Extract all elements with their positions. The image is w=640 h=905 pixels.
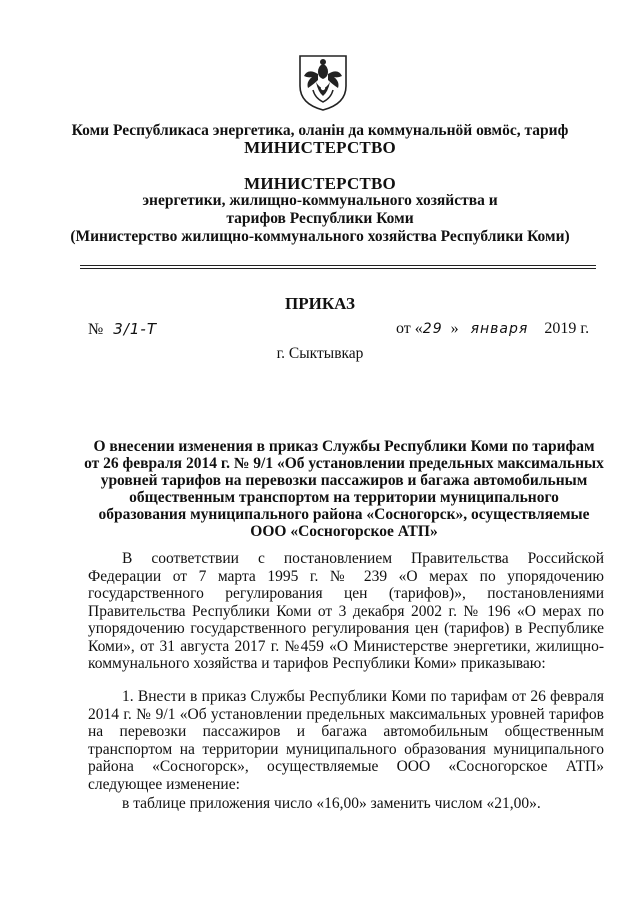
date-year: 2019 г. bbox=[544, 320, 590, 337]
header-ministry-komi: МИНИСТЕРСТВО bbox=[244, 138, 396, 157]
order-number: 3/1-Т bbox=[113, 320, 157, 338]
order-number-prefix: № bbox=[88, 321, 104, 338]
coat-of-arms-icon bbox=[296, 52, 350, 112]
date-prefix: от « bbox=[396, 320, 423, 337]
order-heading: ПРИКАЗ bbox=[285, 294, 355, 313]
header-line-2: тарифов Республики Коми bbox=[226, 210, 414, 227]
header-line-1: энергетики, жилищно-коммунального хозяйства и bbox=[142, 192, 498, 209]
header-line-3: (Министерство жилищно-коммунального хозяйства Республики Коми) bbox=[70, 228, 570, 245]
order-title: О внесении изменения в приказ Службы Республики Коми по тарифам от 26 февраля 2014 г. № 9/1 «Об установлении предельных максимальных уровней тарифов на перевозки пассажиров и багажа автомобильным общественным транспортом на территории муниципального образования муниципального района «Сосногорск», осуществляемые ООО «Сосногорское АТП» bbox=[84, 438, 604, 540]
header-komi-line: Коми Республикаса энергетика, оланiн да коммунальнöй овмöс, тариф bbox=[71, 122, 569, 139]
header-divider-thin bbox=[80, 268, 596, 269]
order-city: г. Сыктывкар bbox=[276, 345, 364, 362]
header-ministry-ru: МИНИСТЕРСТВО bbox=[244, 174, 396, 193]
body-paragraph-2: 1. Внести в приказ Службы Республики Коми по тарифам от 26 февраля 2014 г. № 9/1 «Об установлении предельных максимальных уровней тарифов на перевозки пассажиров и багажа автомобильным общественным транспортом на территории муниципального образования муниципального района «Сосногорск», осуществляемые ООО «Сосногорское АТП» следующее изменение: bbox=[88, 688, 604, 793]
body-paragraph-3: в таблице приложения число «16,00» заменить числом «21,00». bbox=[122, 795, 541, 812]
date-month: января bbox=[470, 321, 529, 337]
date-mid: » bbox=[450, 320, 459, 337]
date-day: 29 bbox=[422, 321, 443, 337]
body-paragraph-1: В соответствии с постановлением Правительства Российской Федерации от 7 марта 1995 г. № 239 «О мерах по упорядочению государственного регулирования цен (тарифов)», постановлениями Правительства Республики Коми от 3 декабря 2002 г. № 196 «О мерах по упорядочению государственного регулирования цен (тарифов) в Республике Коми», от 31 августа 2017 г. №459 «О Министерстве энергетики, жилищно-коммунального хозяйства и тарифов Республики Коми» приказываю: bbox=[88, 550, 604, 672]
header-divider bbox=[80, 265, 596, 266]
order-number-row bbox=[88, 320, 157, 339]
order-date-row bbox=[396, 320, 589, 338]
